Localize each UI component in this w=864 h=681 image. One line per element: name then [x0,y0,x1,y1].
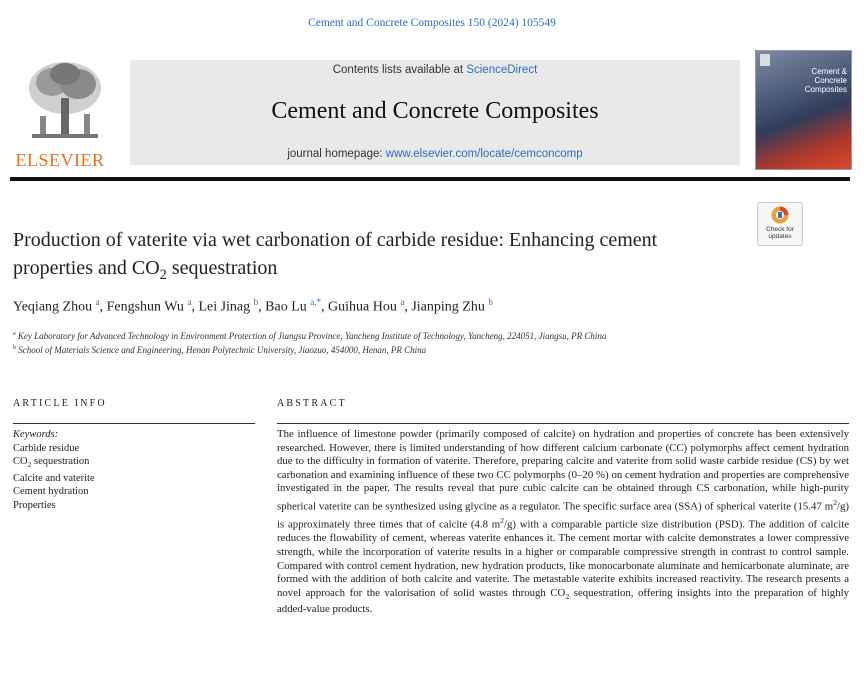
check-for-updates-button[interactable] [757,202,803,246]
tree-icon [22,58,108,144]
cover-title-line: Concrete [814,76,847,85]
author-affiliation-mark[interactable]: b [488,297,493,307]
title-part1: Production of vaterite via wet carbonation of carbide residue: Enhancing cement properties and CO [13,229,658,279]
author-name[interactable]: Bao Lu [265,299,307,315]
keyword[interactable]: Cement hydration [13,486,89,498]
elsevier-wordmark: ELSEVIER [15,150,105,170]
affiliation-text: Key Laboratory for Advanced Technology in Environment Protection of Jiangsu Province, Yancheng Institute of Technology, Yancheng, 224051, Jiangsu, PR China [17,331,607,341]
affiliation-b [13,345,853,355]
author-affiliation-mark[interactable]: a,* [310,297,322,307]
journal-cover-image[interactable] [755,50,852,170]
keywords-label: Keywords: [13,429,59,440]
homepage-line [130,148,740,160]
keyword[interactable] [13,455,243,472]
header-divider [10,177,850,181]
abstract-heading: ABSTRACT [277,398,347,409]
keyword-text: CO [13,456,28,467]
abstract-part1: The influence of limestone powder (primarily composed of calcite) on hydration and properties of concrete has been extensively researched. However, there is limited understanding of how different calcium carbonate (CC) polymorphs affect cement hydration due to the difficulty in formation of vaterite. Therefore, preparing calcite and vaterite from solid waste carbide residue (CS) by wet carbonation and examining influence of these two CC polymorphs (0–20 %) on cement hydration and properties are comprehensive investigated in the paper. The results reveal that pure cubic calcite can be obtained through CS carbonation, while high-purity spherical vaterite can be synthesized using glycine as a regulator. The specific surface area (SSA) of spherical vaterite (15.47 m [277,428,849,513]
cover-logo-icon [760,54,770,66]
crossmark-label-line1: Check for [766,226,794,233]
author-name[interactable]: Guihua Hou [328,299,397,315]
keyword-subscript: 2 [27,460,32,470]
crossmark-label [758,226,802,240]
article-info-heading: ARTICLE INFO [13,398,107,409]
author-list: Yeqiang Zhou $^a$, Fengshun Wu $^a$, Lei Jinag $^b$, Bao Lu $^{a,*}$, Guihua Hou $^a$, Jianping Zhu $^b$ [13,297,493,315]
author-name[interactable]: Jianping Zhu [411,299,485,315]
abstract-superscript: 2 [833,497,837,507]
keyword[interactable]: Properties [13,499,56,511]
cover-title-line: Composites [804,85,847,94]
crossmark-icon [771,206,789,224]
author-affiliation-mark[interactable]: b [253,297,259,307]
keyword[interactable]: Carbide residue [13,442,80,454]
author-name[interactable]: Fengshun Wu [106,299,184,315]
abstract-superscript: 2 [500,516,504,526]
journal-name: Cement and Concrete Composites [271,98,599,124]
abstract-part4: sequestration, offering insights into the preparation of highly added-value products. [277,586,849,616]
abstract-part2: /g) is approximately three times that of calcite (4.8 m [277,500,849,531]
contents-prefix: Contents lists available at [332,64,467,76]
top-citation[interactable]: Cement and Concrete Composites 150 (2024) 105549 [308,17,556,29]
author-name[interactable]: Yeqiang Zhou [13,299,93,315]
cover-title [777,67,847,94]
article-title [13,226,733,289]
sciencedirect-link[interactable]: ScienceDirect [466,64,538,76]
author-affiliation-mark[interactable]: a [187,297,192,307]
homepage-prefix: journal homepage: [287,148,386,160]
author-name[interactable]: Lei Jinag [198,299,251,315]
affiliation-text: School of Materials Science and Engineering, Henan Polytechnic University, Jiaozuo, 454000, Henan, PR China [18,345,427,355]
author-affiliation-mark[interactable]: a [400,297,405,307]
keyword[interactable]: Calcite and vaterite [13,472,95,484]
masthead [130,60,740,165]
info-divider [13,423,255,424]
keywords-block [13,428,243,512]
keyword-suffix: sequestration [31,456,90,467]
abstract-subscript: 2 [565,591,570,601]
contents-line [130,64,740,76]
title-part2: sequestration [166,257,278,279]
abstract-divider [277,423,849,424]
abstract-part3: /g) with a comparable particle size distribution (PSD). The addition of calcite reduces the flowability of cement, whereas vaterite enhances it. The cement mortar with calcite demonstrates a lower compressive strength, while the incorporation of vaterite results in a higher or comparable compressive strength in contrast to control sample. Compared with control cement hydration, new hydration products, like monocarbonate aluminate and hemicarbonate aluminate, are formed with the addition of both calcite and vaterite. The metastable vaterite exhibits increased reactivity. The research presents a novel approach for the valorisation of solid wastes through CO [277,518,849,599]
journal-header [10,50,850,168]
title-subscript: 2 [159,267,167,283]
cover-title-line: Cement & [811,67,847,76]
crossmark-label-line2: updates [768,233,792,240]
affiliation-a [13,331,853,341]
elsevier-logo[interactable] [10,58,120,168]
abstract-text [277,428,849,617]
affiliation-mark: a [13,331,16,337]
affiliation-mark: b [13,345,16,351]
homepage-link[interactable]: www.elsevier.com/locate/cemconcomp [385,148,583,160]
author-affiliation-mark[interactable]: a [95,297,100,307]
